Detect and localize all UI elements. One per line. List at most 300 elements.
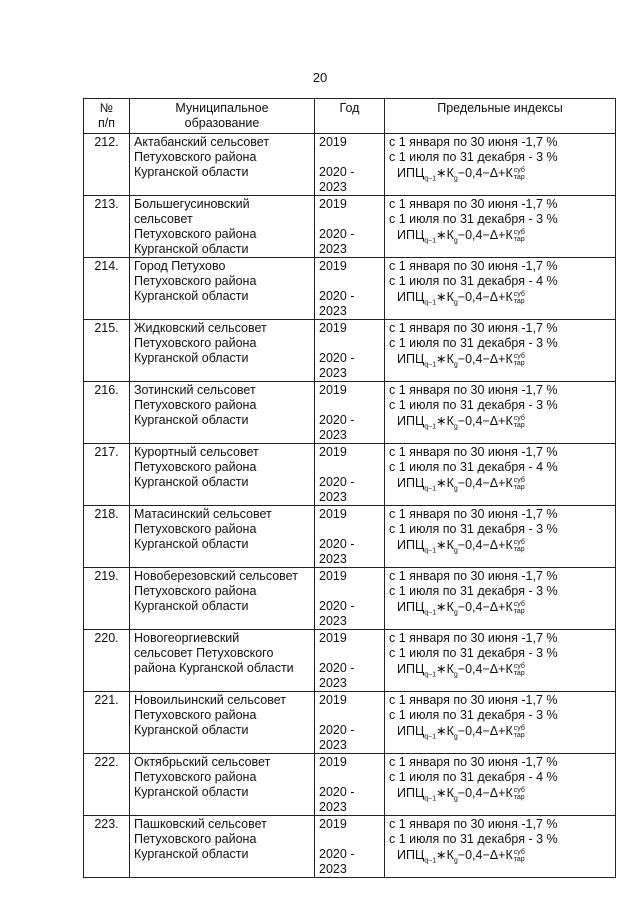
year-gap [319,274,380,289]
municipality-name-line: Курганской области [134,289,249,303]
year-cell [315,630,385,692]
municipality-cell [130,506,315,568]
index-second-half: с 1 июля по 31 декабря - 3 % [389,646,558,660]
limit-index-cell [385,816,616,878]
year-range-end: 2023 [319,800,347,814]
municipality-cell [130,692,315,754]
formula-constant: 0,4 [465,848,483,862]
formula-minus-2: − [482,352,490,366]
formula-minus: − [457,538,466,552]
municipality-name-line: Курортный сельсовет [134,445,259,459]
formula-k-tar: К [505,352,513,366]
index-second-half: с 1 июля по 31 декабря - 3 % [389,584,558,598]
year-range-start: 2020 - [319,723,355,737]
municipality-name-line: Петуховского района [134,274,257,288]
year-range-start: 2020 - [319,785,355,799]
formula-k-subscript: g [453,485,458,493]
year-gap [319,770,380,785]
year-first: 2019 [319,817,347,831]
formula-k-tar-superscript: суб [513,290,525,298]
year-first: 2019 [319,383,347,397]
limit-index-table [83,98,616,878]
municipality-name-line: Матасинский сельсовет [134,507,272,521]
formula-k-tar-indices [514,601,525,615]
formula-k-tar-superscript: суб [513,538,525,546]
formula-minus-2: − [482,786,490,800]
formula-k-tar: К [505,228,513,242]
formula-times: ∗ [436,600,447,614]
row-number: 220. [84,630,130,692]
formula-ipc: ИПЦ [397,848,425,862]
limit-index-cell [385,444,616,506]
formula-k-tar-subscript: тар [513,173,525,181]
index-first-half: с 1 января по 30 июня -1,7 % [389,569,558,583]
formula-ipc-subscript: q−1 [424,857,437,865]
formula-ipc-subscript: q−1 [424,609,437,617]
formula-plus: + [498,662,506,676]
formula-minus-2: − [482,600,490,614]
formula-constant: 0,4 [465,538,483,552]
index-formula [397,475,611,492]
year-range-end: 2023 [319,180,347,194]
formula-minus: − [457,290,466,304]
year-range-start: 2020 - [319,537,355,551]
formula-k: К [446,414,454,428]
year-range-end: 2023 [319,614,347,628]
municipality-name-line: Петуховского района [134,832,257,846]
year-first: 2019 [319,569,347,583]
formula-k-tar-indices [514,229,525,243]
formula-k-subscript: g [453,237,458,245]
table-row [84,196,616,258]
formula-k-subscript: g [453,733,458,741]
year-range-end: 2023 [319,738,347,752]
table-row [84,506,616,568]
index-first-half: с 1 января по 30 июня -1,7 % [389,321,558,335]
year-range-start: 2020 - [319,289,355,303]
formula-k-tar: К [505,848,513,862]
table-row [84,320,616,382]
year-cell [315,258,385,320]
formula-minus-2: − [482,848,490,862]
formula-ipc: ИПЦ [397,352,425,366]
formula-plus: + [498,724,506,738]
municipality-name-line: Курганской области [134,165,249,179]
formula-minus: − [457,662,466,676]
row-number: 223. [84,816,130,878]
year-gap [319,708,380,723]
formula-plus: + [498,538,506,552]
formula-k-tar-subscript: тар [513,235,525,243]
year-cell [315,134,385,196]
year-gap [319,832,380,847]
header-number [84,99,130,134]
formula-k-tar-subscript: тар [513,297,525,305]
formula-ipc-subscript: q−1 [424,423,437,431]
limit-index-cell [385,134,616,196]
year-range-start: 2020 - [319,661,355,675]
year-range-start: 2020 - [319,475,355,489]
year-cell [315,444,385,506]
formula-constant: 0,4 [465,290,483,304]
header-municipality [130,99,315,134]
municipality-name-line: района Курганской области [134,661,294,675]
index-second-half: с 1 июля по 31 декабря - 3 % [389,398,558,412]
formula-k-tar-superscript: суб [513,848,525,856]
formula-minus: − [457,600,466,614]
municipality-name-line: Курганской области [134,475,249,489]
formula-k-tar: К [505,290,513,304]
formula-k-tar-indices [514,353,525,367]
limit-index-cell [385,258,616,320]
index-first-half: с 1 января по 30 июня -1,7 % [389,755,558,769]
index-second-half: с 1 июля по 31 декабря - 4 % [389,770,558,784]
year-gap [319,584,380,599]
municipality-cell [130,568,315,630]
year-range-start: 2020 - [319,847,355,861]
formula-k-tar-indices [514,167,525,181]
formula-plus: + [498,228,506,242]
formula-times: ∗ [436,786,447,800]
table-row [84,630,616,692]
year-cell [315,692,385,754]
formula-k-tar-superscript: суб [513,724,525,732]
formula-minus: − [457,724,466,738]
index-formula [397,351,611,368]
municipality-name-line: Петуховского района [134,336,257,350]
year-range-end: 2023 [319,676,347,690]
formula-k: К [446,848,454,862]
municipality-name-line: Новогеоргиевский [134,631,240,645]
year-gap [319,336,380,351]
formula-times: ∗ [436,476,447,490]
formula-k-tar-subscript: тар [513,607,525,615]
formula-k-tar-subscript: тар [513,421,525,429]
header-number-line2: п/п [97,116,115,130]
index-first-half: с 1 января по 30 июня -1,7 % [389,445,558,459]
year-gap [319,150,380,165]
table-row [84,754,616,816]
year-cell [315,754,385,816]
municipality-name-line: Жидковский сельсовет [134,321,267,335]
index-first-half: с 1 января по 30 июня -1,7 % [389,631,558,645]
header-limit-index: Предельные индексы [385,99,616,134]
formula-ipc: ИПЦ [397,538,425,552]
index-second-half: с 1 июля по 31 декабря - 4 % [389,274,558,288]
formula-k-tar: К [505,538,513,552]
year-first: 2019 [319,507,347,521]
formula-k-tar: К [505,786,513,800]
year-gap [319,398,380,413]
formula-k-tar-subscript: тар [513,731,525,739]
formula-k-tar-indices [514,725,525,739]
formula-k: К [446,228,454,242]
row-number: 217. [84,444,130,506]
year-range-start: 2020 - [319,227,355,241]
limit-index-cell [385,754,616,816]
formula-plus: + [498,414,506,428]
table-row [84,382,616,444]
index-second-half: с 1 июля по 31 декабря - 3 % [389,212,558,226]
formula-times: ∗ [436,352,447,366]
municipality-name-line: Петуховского района [134,398,257,412]
row-number: 213. [84,196,130,258]
limit-index-cell [385,630,616,692]
limit-index-cell [385,196,616,258]
index-first-half: с 1 января по 30 июня -1,7 % [389,817,558,831]
formula-k-subscript: g [453,609,458,617]
municipality-name-line: Актабанский сельсовет [134,135,270,149]
table-header-row [84,99,616,134]
formula-delta: Δ [489,228,499,242]
row-number: 214. [84,258,130,320]
year-first: 2019 [319,259,347,273]
municipality-name-line: Новоильинский сельсовет [134,693,286,707]
formula-ipc: ИПЦ [397,476,425,490]
formula-k-tar-indices [514,477,525,491]
municipality-cell [130,630,315,692]
year-range-end: 2023 [319,552,347,566]
formula-plus: + [498,848,506,862]
formula-ipc-subscript: q−1 [424,299,437,307]
formula-k-tar-superscript: суб [513,786,525,794]
table-body [84,134,616,878]
formula-k-tar-subscript: тар [513,483,525,491]
formula-minus: − [457,228,466,242]
formula-k-tar: К [505,724,513,738]
formula-delta: Δ [489,476,499,490]
formula-k: К [446,600,454,614]
table-row [84,568,616,630]
formula-k-tar: К [505,662,513,676]
year-cell [315,816,385,878]
year-range-start: 2020 - [319,351,355,365]
formula-delta: Δ [489,290,499,304]
formula-k-tar-subscript: тар [513,855,525,863]
municipality-name-line: Октябрьский сельсовет [134,755,271,769]
year-range-end: 2023 [319,490,347,504]
formula-times: ∗ [436,290,447,304]
year-range-start: 2020 - [319,165,355,179]
formula-constant: 0,4 [465,352,483,366]
index-formula [397,413,611,430]
formula-k-subscript: g [453,175,458,183]
formula-constant: 0,4 [465,166,483,180]
year-first: 2019 [319,631,347,645]
formula-delta: Δ [489,724,499,738]
header-year: Год [315,99,385,134]
row-number: 216. [84,382,130,444]
page-number: 20 [312,70,328,85]
table-row [84,692,616,754]
municipality-cell [130,134,315,196]
index-formula [397,537,611,554]
year-first: 2019 [319,755,347,769]
municipality-cell [130,754,315,816]
formula-k-tar-indices [514,291,525,305]
formula-k-tar-superscript: суб [513,352,525,360]
municipality-name-line: Город Петухово [134,259,226,273]
formula-k-tar-indices [514,663,525,677]
formula-k-tar-superscript: суб [513,600,525,608]
municipality-name-line: сельсовет Петуховского [134,646,274,660]
formula-ipc: ИПЦ [397,290,425,304]
formula-k-tar-superscript: суб [513,166,525,174]
municipality-cell [130,196,315,258]
table-row [84,816,616,878]
formula-times: ∗ [436,538,447,552]
formula-ipc-subscript: q−1 [424,485,437,493]
formula-minus: − [457,166,466,180]
formula-k-subscript: g [453,423,458,431]
row-number: 221. [84,692,130,754]
formula-minus: − [457,476,466,490]
municipality-name-line: сельсовет [134,212,193,226]
formula-delta: Δ [489,662,499,676]
formula-plus: + [498,352,506,366]
formula-constant: 0,4 [465,228,483,242]
municipality-name-line: Курганской области [134,351,249,365]
formula-ipc: ИПЦ [397,786,425,800]
formula-plus: + [498,600,506,614]
formula-minus: − [457,848,466,862]
row-number: 219. [84,568,130,630]
formula-minus-2: − [482,662,490,676]
year-range-end: 2023 [319,304,347,318]
formula-delta: Δ [489,786,499,800]
index-formula [397,847,611,864]
formula-k: К [446,476,454,490]
row-number: 218. [84,506,130,568]
formula-delta: Δ [489,848,499,862]
formula-delta: Δ [489,166,499,180]
formula-delta: Δ [489,600,499,614]
index-second-half: с 1 июля по 31 декабря - 3 % [389,708,558,722]
municipality-cell [130,258,315,320]
index-first-half: с 1 января по 30 июня -1,7 % [389,135,558,149]
formula-k: К [446,724,454,738]
formula-constant: 0,4 [465,662,483,676]
municipality-name-line: Курганской области [134,413,249,427]
formula-k-subscript: g [453,857,458,865]
formula-plus: + [498,166,506,180]
municipality-cell [130,816,315,878]
formula-ipc: ИПЦ [397,166,425,180]
formula-constant: 0,4 [465,414,483,428]
year-range-start: 2020 - [319,413,355,427]
municipality-name-line: Курганской области [134,723,249,737]
formula-ipc-subscript: q−1 [424,795,437,803]
formula-minus-2: − [482,166,490,180]
formula-k-tar-superscript: суб [513,662,525,670]
formula-k: К [446,290,454,304]
formula-times: ∗ [436,724,447,738]
index-formula [397,661,611,678]
year-cell [315,320,385,382]
formula-k-tar: К [505,600,513,614]
formula-minus-2: − [482,724,490,738]
index-first-half: с 1 января по 30 июня -1,7 % [389,693,558,707]
formula-k: К [446,662,454,676]
index-first-half: с 1 января по 30 июня -1,7 % [389,383,558,397]
municipality-name-line: Курганской области [134,599,249,613]
year-range-start: 2020 - [319,599,355,613]
municipality-name-line: Петуховского района [134,150,257,164]
formula-minus: − [457,414,466,428]
index-first-half: с 1 января по 30 июня -1,7 % [389,259,558,273]
municipality-name-line: Курганской области [134,847,249,861]
table-row [84,258,616,320]
formula-plus: + [498,290,506,304]
year-first: 2019 [319,445,347,459]
municipality-cell [130,320,315,382]
index-formula [397,289,611,306]
formula-ipc-subscript: q−1 [424,361,437,369]
header-municipality-line1: Муниципальное [175,101,269,115]
row-number: 212. [84,134,130,196]
municipality-cell [130,382,315,444]
municipality-name-line: Курганской области [134,242,249,256]
formula-k-subscript: g [453,671,458,679]
formula-minus-2: − [482,228,490,242]
municipality-name-line: Петуховского района [134,708,257,722]
formula-constant: 0,4 [465,786,483,800]
formula-ipc-subscript: q−1 [424,733,437,741]
index-second-half: с 1 июля по 31 декабря - 3 % [389,832,558,846]
municipality-name-line: Петуховского района [134,522,257,536]
formula-times: ∗ [436,166,447,180]
limit-index-cell [385,568,616,630]
formula-ipc-subscript: q−1 [424,547,437,555]
municipality-name-line: Новоберезовский сельсовет [134,569,298,583]
index-second-half: с 1 июля по 31 декабря - 3 % [389,150,558,164]
formula-delta: Δ [489,538,499,552]
limit-index-cell [385,506,616,568]
year-gap [319,212,380,227]
formula-constant: 0,4 [465,476,483,490]
formula-delta: Δ [489,414,499,428]
formula-k-subscript: g [453,795,458,803]
formula-k-tar-superscript: суб [513,228,525,236]
municipality-name-line: Петуховского района [134,460,257,474]
index-formula [397,785,611,802]
year-cell [315,196,385,258]
year-cell [315,568,385,630]
municipality-cell [130,444,315,506]
formula-minus-2: − [482,476,490,490]
year-cell [315,382,385,444]
formula-delta: Δ [489,352,499,366]
index-formula [397,165,611,182]
formula-k-tar: К [505,414,513,428]
formula-plus: + [498,476,506,490]
index-formula [397,599,611,616]
index-second-half: с 1 июля по 31 декабря - 3 % [389,522,558,536]
formula-times: ∗ [436,414,447,428]
formula-k: К [446,166,454,180]
formula-k: К [446,538,454,552]
formula-minus-2: − [482,538,490,552]
formula-ipc-subscript: q−1 [424,175,437,183]
formula-k: К [446,786,454,800]
formula-ipc: ИПЦ [397,662,425,676]
formula-k-tar-subscript: тар [513,669,525,677]
year-first: 2019 [319,321,347,335]
formula-k-tar-indices [514,849,525,863]
year-gap [319,460,380,475]
header-number-line1: № [99,101,114,115]
municipality-name-line: Петуховского района [134,770,257,784]
